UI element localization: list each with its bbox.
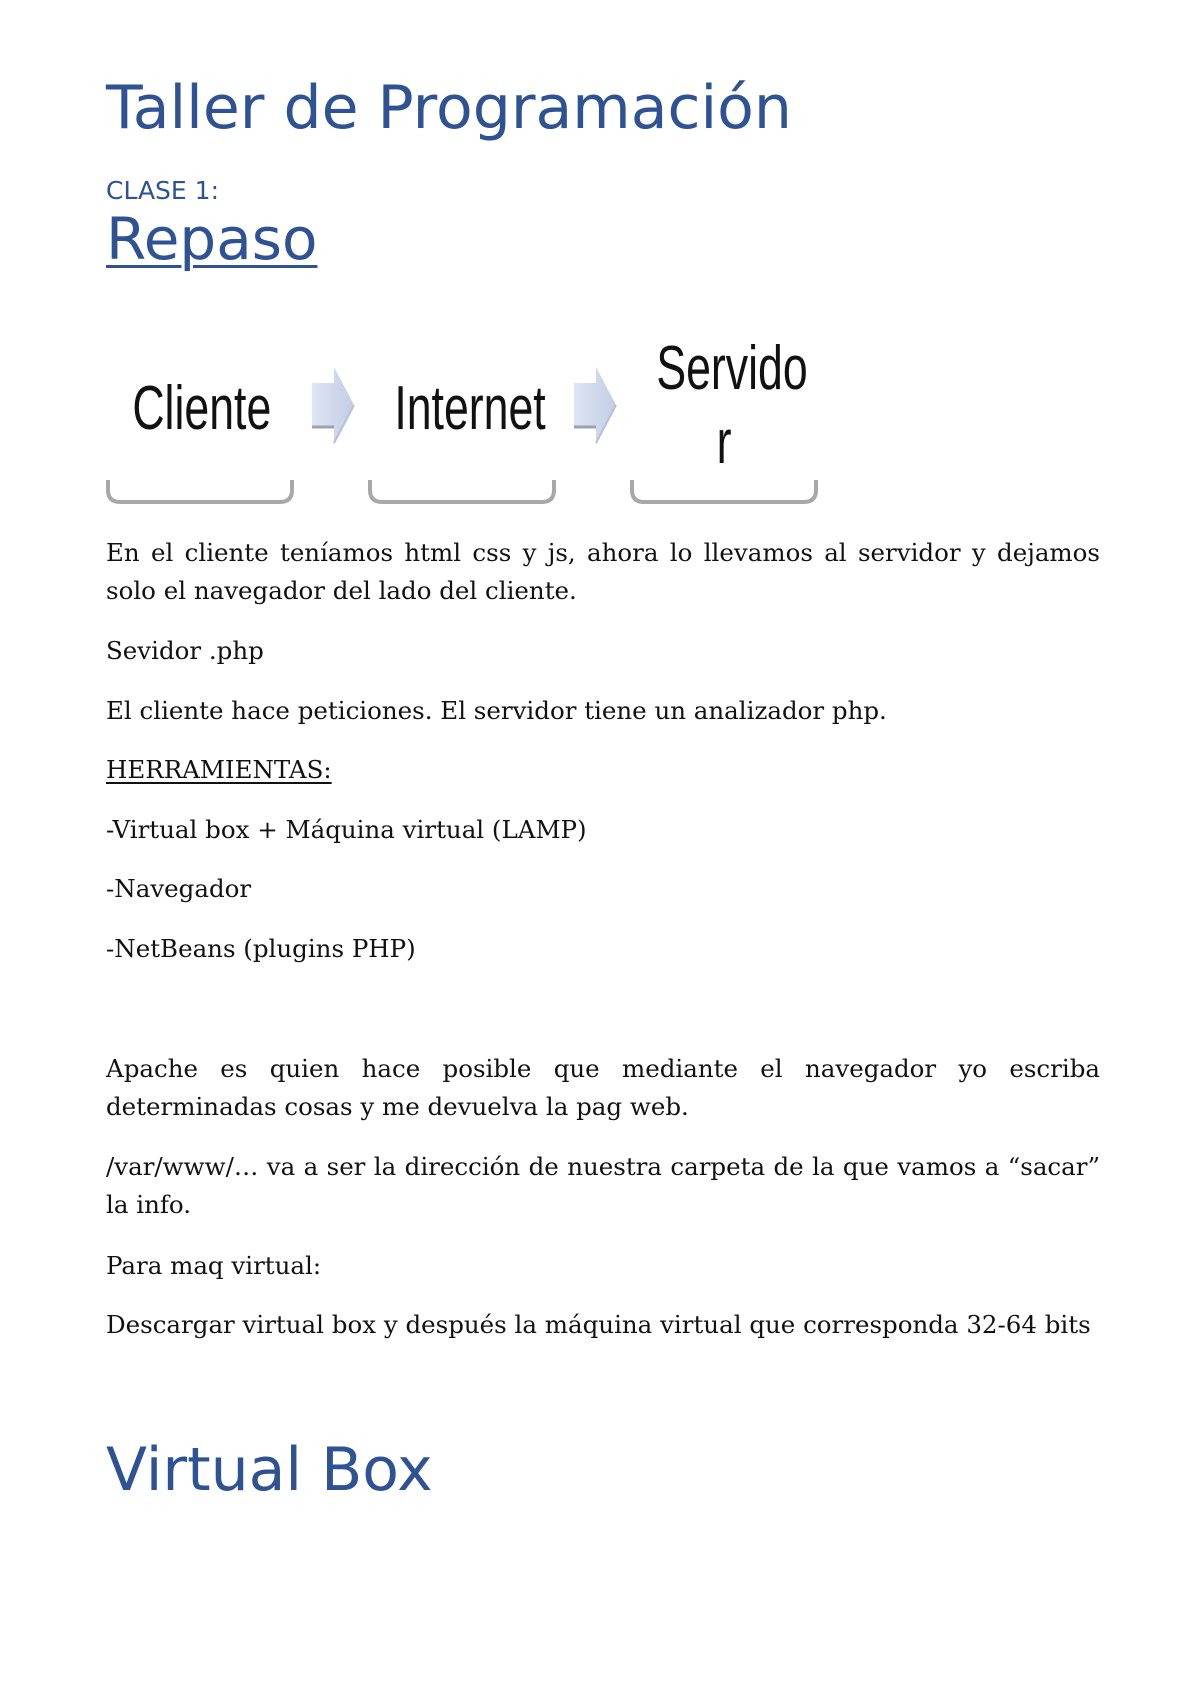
diagram-step-servidor [630, 320, 818, 510]
tool-item-virtualbox: -Virtual box + Máquina virtual (LAMP) [106, 815, 587, 844]
diagram-step-label: Cliente [132, 374, 272, 443]
arrow-right-icon [572, 365, 618, 445]
section-heading-virtual-box: Virtual Box [106, 1435, 433, 1505]
paragraph-apache: Apache es quien hace posible que mediante el navegador yo escriba determinadas cosas y me devuelva la pag web. [106, 1054, 1100, 1121]
paragraph-descargar: Descargar virtual box y después la máquina virtual que corresponda 32-64 bits [106, 1310, 1091, 1339]
diagram-box-bracket [106, 480, 294, 510]
tool-item-netbeans: -NetBeans (plugins PHP) [106, 934, 416, 963]
diagram-step-label: Internet [394, 374, 546, 443]
document-title: Taller de Programación [106, 73, 792, 143]
tools-heading-text: HERRAMIENTAS: [106, 755, 332, 784]
paragraph-var-www: /var/www/… va a ser la dirección de nuestra carpeta de la que vamos a “sacar” la info. [106, 1152, 1100, 1219]
paragraph-cliente-servidor: En el cliente teníamos html css y js, ahora lo llevamos al servidor y dejamos solo el navegador del lado del cliente. [106, 538, 1100, 605]
diagram-box-bracket [368, 480, 556, 510]
paragraph-maq-virtual: Para maq virtual: [106, 1251, 322, 1280]
diagram-step-label-continued: r [716, 408, 732, 477]
paragraph-peticiones: El cliente hace peticiones. El servidor tiene un analizador php. [106, 696, 887, 725]
diagram-step-cliente [106, 320, 294, 510]
paragraph-servidor-php: Sevidor .php [106, 636, 264, 665]
diagram-step-internet [368, 320, 556, 510]
class-label: CLASE 1: [106, 176, 220, 205]
diagram-step-label: Servido [656, 334, 808, 403]
tool-item-navegador: -Navegador [106, 874, 252, 903]
section-heading-repaso: Repaso [106, 205, 318, 273]
client-server-diagram [0, 320, 1200, 520]
tools-heading [106, 751, 1100, 789]
diagram-box-bracket [630, 480, 818, 510]
arrow-right-icon [310, 365, 356, 445]
